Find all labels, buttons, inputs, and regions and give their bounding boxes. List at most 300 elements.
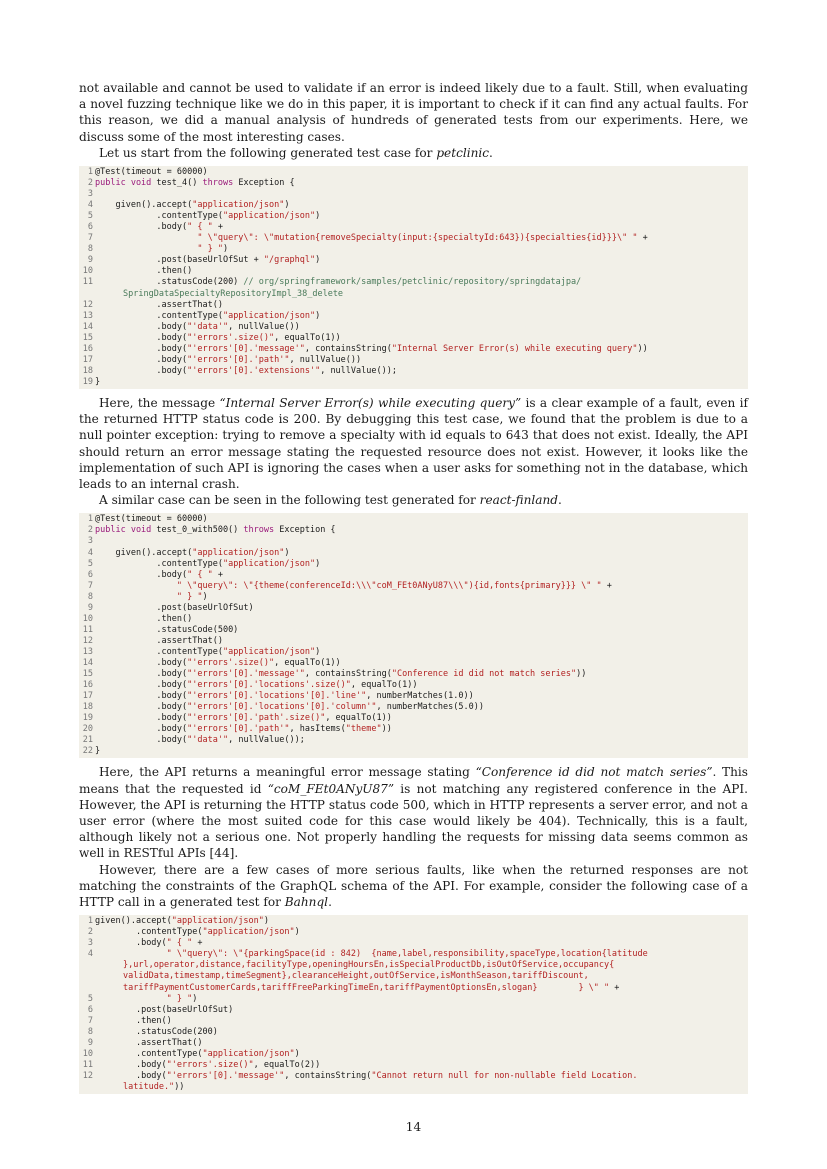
line-number: 5 [87,211,93,222]
code-line [79,289,748,300]
code-token: "'data'" [187,321,229,332]
code-text [95,355,748,366]
code-token: "Conference id did not match series" [391,669,577,680]
code-token: },url,operator,distance,facilityType,openingHoursEn,isSpecialProductDb,isOutOfService,occupancy{ [123,960,615,971]
code-text [95,994,748,1005]
line-number: 8 [87,1026,93,1037]
code-line [79,1071,748,1082]
code-text [95,366,748,377]
code-token: "'errors'[0].'locations'[0].'line'" [187,691,367,702]
code-line [79,592,748,603]
code-text [95,311,748,322]
code-line [79,1082,748,1093]
code-line [79,377,748,388]
paragraph-intro [79,80,748,145]
line-number: 11 [82,624,93,635]
code-token: "'data'" [187,735,229,746]
code-token: // org/springframework/samples/petclinic/repository/springdatajpa/ [243,277,582,288]
code-token: " \"query\": \"{theme(conferenceId:\\\"coM_FEt0ANyU87\\\"){id,fonts{primary}}} \" " [176,580,602,591]
line-number: 7 [87,233,93,244]
code-text [95,344,748,355]
page-content [79,80,748,1100]
code-text [95,1082,748,1093]
code-listing-bahnql [79,915,748,1094]
code-token: .assertThat() [95,635,223,646]
code-token: Exception { [233,178,295,189]
code-token: "application/json" [222,310,316,321]
code-token: ) [284,200,290,211]
code-token: "'errors'.size()" [166,1059,254,1070]
code-token: .contentType( [95,558,223,569]
paragraph-text: However, there are a few cases of more serious faults, like when the returned responses are not matching the constraints of the GraphQL schema of the API. For example, consider the following case of a HTTP call in a generated test for [79,862,748,910]
code-text [95,536,748,547]
line-number: 4 [87,949,93,960]
code-token: "'errors'[0].'message'" [187,343,305,354]
code-text [95,614,748,625]
code-text [95,559,748,570]
code-token: .then() [95,1015,172,1026]
code-text [95,211,748,222]
code-text [95,592,748,603]
code-token: .body( [95,222,188,233]
code-token: + [192,938,203,949]
code-text [95,680,748,691]
code-token: " } " [166,993,193,1004]
code-token: .body( [95,680,188,691]
code-text [95,1016,748,1027]
line-number: 1 [87,514,93,525]
code-text [95,525,748,536]
code-token: .statusCode(500) [95,624,239,635]
line-number: 2 [87,178,93,189]
code-line [79,636,748,647]
code-line [79,222,748,233]
code-text [95,189,748,200]
paragraph-text: Let us start from the following generated test case for [99,145,437,160]
paragraph-text: . [558,493,562,508]
line-number: 13 [82,310,93,321]
code-line [79,277,748,288]
code-line [79,200,748,211]
code-token: ) [315,310,321,321]
code-token: "/graphql" [263,255,316,266]
code-token: given().accept( [95,916,172,927]
code-text [95,570,748,581]
code-text [95,724,748,735]
code-token: )) [381,724,392,735]
code-listing-react-finland [79,513,748,758]
code-text [95,167,748,178]
line-number: 16 [82,680,93,691]
code-line [79,581,748,592]
line-number: 6 [87,222,93,233]
code-token: , containsString( [304,343,392,354]
code-line [79,167,748,178]
code-text [95,178,748,189]
line-number: 11 [82,277,93,288]
code-listing-petclinic [79,166,748,389]
line-number: 16 [82,343,93,354]
code-token: .assertThat() [95,299,223,310]
line-number [79,960,95,971]
code-line [79,960,748,971]
code-text [95,746,748,757]
code-text [95,233,748,244]
code-token: .assertThat() [95,1037,203,1048]
line-number: 6 [87,569,93,580]
code-token: " { " [187,222,213,233]
code-token: .post(baseUrlOfSut) [95,602,254,613]
code-text [95,647,748,658]
code-token: " \"query\": \"{parkingSpace(id : 842) {name,label,responsibility,spaceType,location{latitude [166,949,648,960]
code-text [95,916,748,927]
code-text [95,222,748,233]
code-text [95,322,748,333]
code-token: , equalTo(1)) [274,657,341,668]
code-line [79,691,748,702]
line-number: 13 [82,646,93,657]
code-token: ) [263,916,270,927]
code-token: ) [294,927,300,938]
line-number [79,289,95,300]
code-token [95,244,197,254]
paragraph-text: . [328,895,332,910]
paragraph-text: . This means that the requested id [79,765,748,796]
code-token: , equalTo(2)) [253,1059,321,1070]
paragraph-intro-text: not available and cannot be used to validate if an error is indeed likely due to a fault. Still, when evaluating a novel fuzzing technique like we do in this paper, it is important to check if it can find any actual faults. For this reason, we did a manual analysis of hundreds of generated tests from our experiments. Here, we discuss some of the most interesting cases. [79,81,748,144]
code-token: throws [202,178,234,189]
code-token: given().accept( [95,200,193,211]
code-token: .contentType( [95,211,223,222]
code-token: .body( [95,713,188,724]
code-token: @Test(timeout = 60000) [95,514,208,525]
line-number [79,983,95,994]
code-token: .body( [95,691,188,702]
quoted-error-message: “Conference id did not match series” [475,765,713,780]
code-text [95,658,748,669]
code-line [79,724,748,735]
code-token: ) [222,244,229,255]
code-token: " { " [187,569,213,580]
system-name-react-finland: react-finland [479,493,559,508]
line-number: 2 [87,927,93,938]
code-token: "'errors'[0].'message'" [187,669,305,680]
code-token: "application/json" [222,558,316,569]
code-token: " } " [176,591,203,602]
code-text [95,927,748,938]
code-token: , nullValue()) [228,321,300,332]
line-number: 22 [82,746,93,757]
code-token: , containsString( [304,669,392,680]
code-line [79,1016,748,1027]
code-line [79,949,748,960]
code-line [79,178,748,189]
code-token: "application/json" [222,646,316,657]
line-number: 10 [82,266,93,277]
code-line [79,916,748,927]
page-number: 14 [405,1120,422,1134]
code-token: )) [637,343,648,354]
line-number: 5 [87,558,93,569]
code-token [95,592,177,602]
code-text [95,244,748,255]
line-number: 4 [87,200,93,211]
code-text [95,938,748,949]
code-token: )) [174,1081,185,1092]
quoted-conference-id: “coM_FEt0ANyU87” [267,781,395,796]
code-text [95,581,748,592]
code-token: "'errors'[0].'path'" [187,724,290,735]
code-line [79,548,748,559]
code-token: .body( [95,343,188,354]
code-text [95,277,748,288]
code-token: .body( [95,365,188,376]
code-line [79,366,748,377]
code-line [79,680,748,691]
code-token: "'errors'.size()" [187,332,275,343]
line-number: 18 [82,702,93,713]
code-text [95,1005,748,1016]
code-line [79,658,748,669]
code-line [79,702,748,713]
paragraph-bahnql-intro [79,862,748,911]
line-number: 7 [87,1015,93,1026]
line-number: 8 [87,591,93,602]
line-number: 14 [82,321,93,332]
code-text [95,669,748,680]
code-token: .body( [95,938,167,949]
code-token [95,233,197,243]
code-token: , nullValue()); [228,735,305,746]
line-number: 10 [82,1048,93,1059]
line-number: 1 [87,916,93,927]
code-line [79,1027,748,1038]
code-text [95,691,748,702]
line-number: 3 [87,189,93,200]
code-line [79,300,748,311]
code-line [79,559,748,570]
code-line [79,525,748,536]
line-number: 12 [82,1070,93,1081]
paragraph-petclinic-intro [79,145,748,161]
code-token: "Internal Server Error(s) while executing query" [391,343,638,354]
code-line [79,1049,748,1060]
code-text [95,971,748,982]
code-token: } [95,746,101,757]
code-line [79,625,748,636]
code-token: .body( [95,702,188,713]
code-text [95,713,748,724]
code-token: , equalTo(1)) [274,332,341,343]
code-token: , hasItems( [289,724,346,735]
code-token: + [609,982,620,993]
code-token: .contentType( [95,310,223,321]
code-token: "'errors'[0].'path'" [187,354,290,365]
line-number: 1 [87,167,93,178]
code-text [95,1060,748,1071]
code-line [79,344,748,355]
code-text [95,200,748,211]
code-text [95,333,748,344]
line-number: 14 [82,657,93,668]
code-line [79,647,748,658]
code-text [95,255,748,266]
code-token: )) [576,669,587,680]
paragraph-text: . [489,145,493,160]
code-token: SpringDataSpecialtyRepositoryImpl_38_delete [123,288,344,299]
line-number: 3 [87,536,93,547]
code-text [95,636,748,647]
code-text [95,1027,748,1038]
code-line [79,189,748,200]
code-line [79,244,748,255]
code-token [95,994,167,1004]
code-token: ) [315,211,321,222]
code-token: + [212,222,223,233]
code-token [95,949,167,959]
code-token: .contentType( [95,646,223,657]
code-token: "Cannot return null for non-nullable field Location. [371,1070,638,1081]
code-token: + [637,233,648,244]
code-token: .body( [95,354,188,365]
code-token: " { " [166,938,193,949]
code-line [79,355,748,366]
line-number: 20 [82,724,93,735]
line-number: 21 [82,735,93,746]
code-line [79,333,748,344]
line-number: 8 [87,244,93,255]
code-token: ) [202,591,208,602]
code-token: .contentType( [95,1048,203,1059]
code-line [79,735,748,746]
line-number: 9 [87,1037,93,1048]
paragraph-text: Here, the API returns a meaningful error message stating [99,765,476,780]
code-token: ) [192,993,198,1004]
code-line [79,570,748,581]
code-line [79,614,748,625]
code-token: .statusCode(200) [95,1026,218,1037]
code-line [79,746,748,757]
code-text [95,960,748,971]
line-number: 15 [82,669,93,680]
code-token: .body( [95,1070,167,1081]
code-token: .body( [95,569,188,580]
code-token: " } " [197,244,223,255]
code-token: + [601,580,612,591]
code-token: , numberMatches(5.0)) [376,702,484,713]
code-token: "application/json" [222,211,316,222]
code-text [95,1038,748,1049]
code-token: public void [95,525,152,536]
system-name-petclinic: petclinic [436,145,490,160]
code-token: .body( [95,657,188,668]
code-token: .contentType( [95,927,203,938]
code-token: ) [315,646,321,657]
code-token: , containsString( [284,1070,372,1081]
code-token: " \"query\": \"mutation{removeSpecialty(input:{specialtyId:643}){specialties{id}}}\" " [197,233,638,244]
paragraph-text: A similar case can be seen in the following test generated for [99,493,480,508]
line-number: 18 [82,365,93,376]
line-number: 2 [87,525,93,536]
line-number [79,971,95,982]
code-text [95,289,748,300]
code-token: , nullValue()) [289,354,362,365]
code-token: .post(baseUrlOfSut) [95,1004,234,1015]
code-token: , numberMatches(1.0)) [366,691,474,702]
paragraph-petclinic-analysis [79,395,748,492]
code-token: ) [315,255,321,266]
code-token: , equalTo(1)) [325,713,392,724]
line-number: 11 [82,1059,93,1070]
code-token: "application/json" [202,1048,295,1059]
paragraph-text: Here, the message [99,395,220,410]
code-token: "'errors'[0].'locations'.size()" [187,680,351,691]
code-token: test_4() [151,178,203,189]
system-name-bahnql: Bahnql [284,895,329,910]
code-line [79,311,748,322]
line-number: 17 [82,691,93,702]
code-line [79,1060,748,1071]
code-token: public void [95,178,152,189]
code-text [95,1071,748,1082]
code-line [79,514,748,525]
code-token: .then() [95,266,193,277]
code-text [95,548,748,559]
line-number: 9 [87,602,93,613]
line-number: 9 [87,255,93,266]
code-token: "'errors'[0].'extensions'" [187,365,321,376]
code-token: throws [243,525,275,536]
code-token: "application/json" [192,547,285,558]
code-text [95,266,748,277]
line-number: 5 [87,993,93,1004]
code-line [79,255,748,266]
code-line [79,927,748,938]
code-token: @Test(timeout = 60000) [95,167,208,178]
line-number: 19 [82,376,93,387]
code-line [79,713,748,724]
code-line [79,938,748,949]
code-line [79,1038,748,1049]
code-line [79,1005,748,1016]
code-token: .body( [95,724,188,735]
code-line [79,971,748,982]
code-line [79,233,748,244]
line-number: 7 [87,580,93,591]
code-token: .body( [95,332,188,343]
code-token: "'errors'[0].'path'.size()" [187,713,326,724]
code-text [95,1049,748,1060]
code-token: .body( [95,321,188,332]
paragraph-text: is a clear example of a fault, even if the returned HTTP status code is 200. By debugging this test case, we found that the problem is due to a null pointer exception: trying to remove a specialty with id equals to 643 that does not exist. Ideally, the API should return an error message stating the requested resource does not exist. However, it looks like the implementation of such API is ignoring the cases when a user asks for something not in the database, which leads to an internal crash. [79,395,749,491]
code-line [79,983,748,994]
code-token: , nullValue()); [320,365,397,376]
code-token: test_0_with500() [151,525,244,536]
code-token: given().accept( [95,547,193,558]
code-token [95,581,177,591]
line-number: 3 [87,938,93,949]
code-text [95,603,748,614]
code-text [95,300,748,311]
code-token: .then() [95,613,193,624]
code-line [79,603,748,614]
code-line [79,266,748,277]
code-token: , equalTo(1)) [350,680,418,691]
code-line [79,994,748,1005]
code-token: "theme" [345,724,382,735]
code-text [95,514,748,525]
line-number [79,1082,95,1093]
